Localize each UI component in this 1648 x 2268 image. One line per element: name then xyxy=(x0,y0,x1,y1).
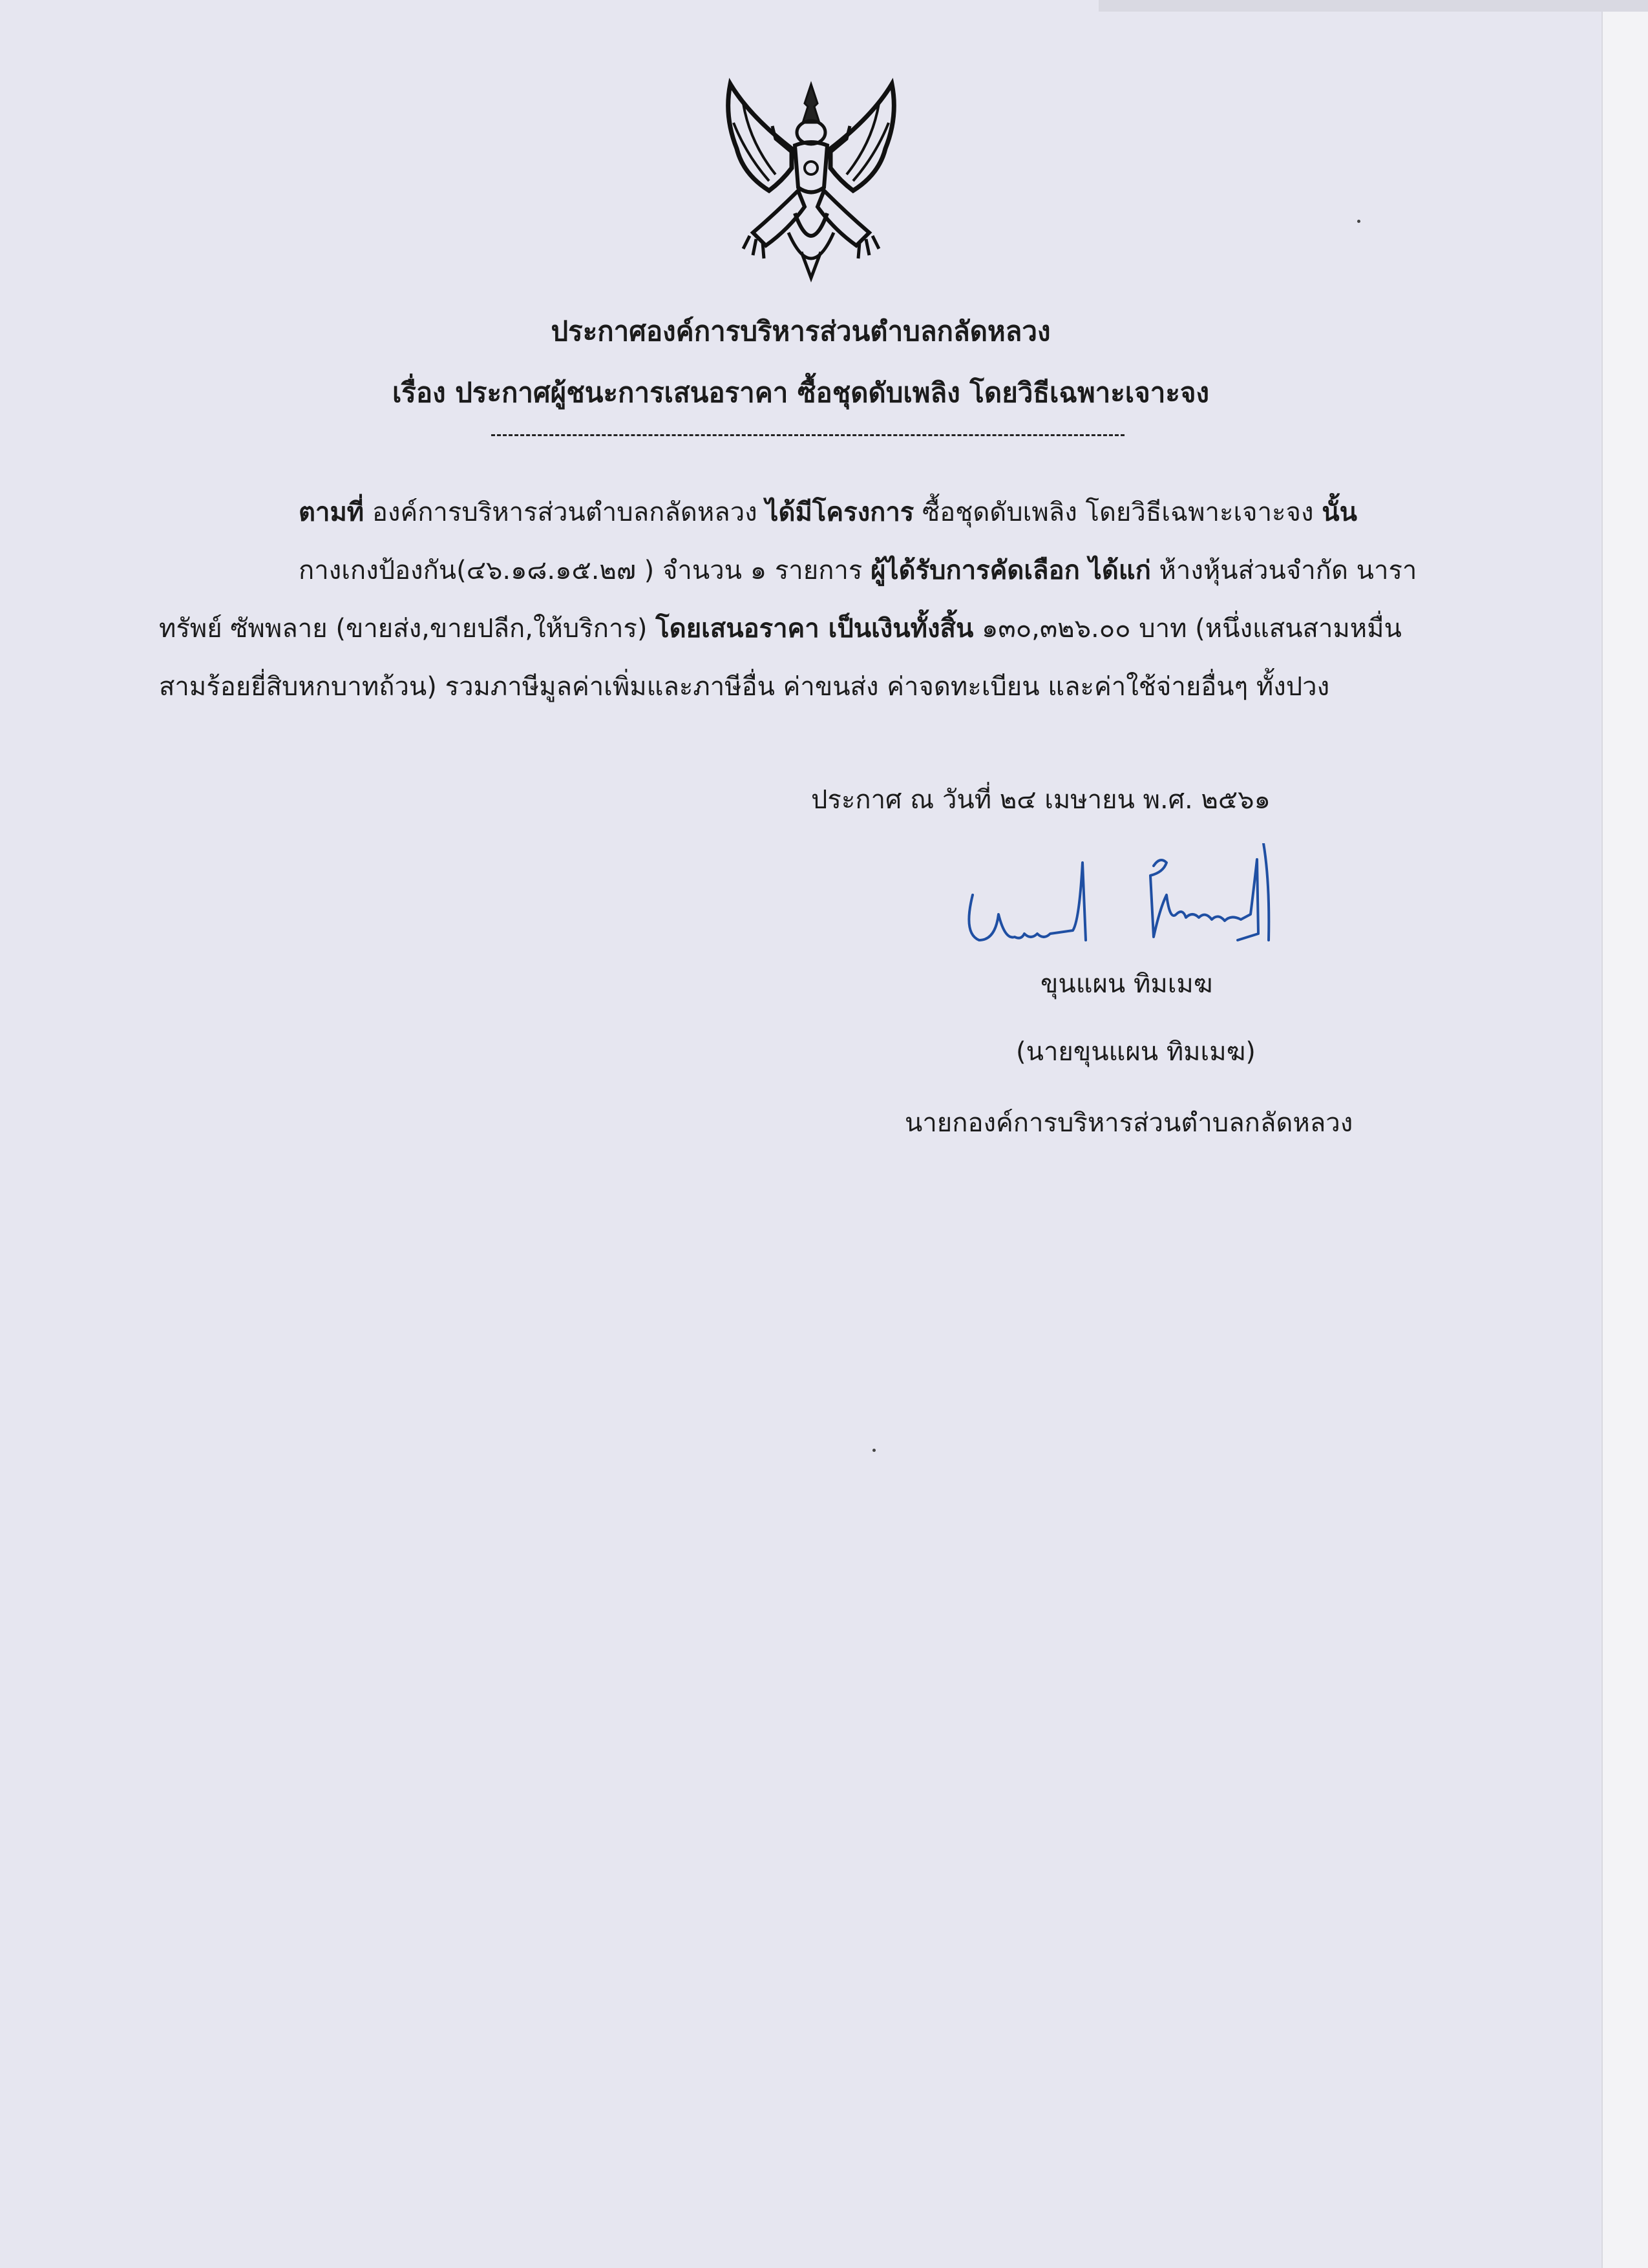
scan-edge xyxy=(1601,0,1648,2268)
body-text: ห้างหุ้นส่วนจำกัด นารา xyxy=(1150,556,1417,585)
signer-name: ขุนแผน ทิมเมฆ xyxy=(1041,969,1213,999)
body-line-3 xyxy=(159,607,1402,649)
handwritten-signature xyxy=(960,843,1315,972)
body-text: กางเกงป้องกัน(๔๖.๑๘.๑๕.๒๗ ) จำนวน ๑ รายการ xyxy=(299,556,871,585)
announcement-subject: เรื่อง ประกาศผู้ชนะการเสนอราคา ซื้อชุดดับเพลิง โดยวิธีเฉพาะเจาะจง xyxy=(392,377,1210,408)
body-text-bold: นั้น xyxy=(1322,498,1357,527)
body-text-bold: ได้มีโครงการ xyxy=(765,498,914,527)
signer-position: นายกองค์การบริหารส่วนตำบลกลัดหลวง xyxy=(905,1108,1353,1138)
scan-speck xyxy=(872,1449,876,1452)
announcement-date: ประกาศ ณ วันที่ ๒๔ เมษายน พ.ศ. ๒๕๖๑ xyxy=(811,785,1271,815)
body-text-bold: เป็นเงินทั้งสิ้น xyxy=(819,614,974,644)
announcement-title: ประกาศองค์การบริหารส่วนตำบลกลัดหลวง xyxy=(551,315,1051,347)
signer-full-name: (นายขุนแผน ทิมเมฆ) xyxy=(1016,1037,1256,1067)
body-text: ซื้อชุดดับเพลิง โดยวิธีเฉพาะเจาะจง xyxy=(914,498,1322,527)
body-line-1 xyxy=(299,491,1357,532)
scan-top-edge xyxy=(1099,0,1648,12)
scan-speck xyxy=(1357,220,1360,223)
body-line-4: สามร้อยยี่สิบหกบาทถ้วน) รวมภาษีมูลค่าเพิ่มและภาษีอื่น ค่าขนส่ง ค่าจดทะเบียน และค่าใช้จ่ายอื่นๆ ทั้งปวง xyxy=(159,672,1330,702)
body-text-bold: ผู้ได้รับการคัดเลือก ได้แก่ xyxy=(871,556,1151,585)
divider-line xyxy=(491,434,1125,436)
body-text: ทรัพย์ ซัพพลาย (ขายส่ง,ขายปลีก,ให้บริการ) xyxy=(159,614,656,644)
garuda-emblem-icon xyxy=(704,78,918,291)
body-text: ๑๓๐,๓๒๖.๐๐ บาท (หนึ่งแสนสามหมื่น xyxy=(973,614,1402,644)
body-text-bold: โดยเสนอราคา xyxy=(655,614,819,644)
body-label-tamthi: ตามที่ xyxy=(299,498,364,527)
body-line-2 xyxy=(299,549,1417,591)
body-text: องค์การบริหารส่วนตำบลกลัดหลวง xyxy=(364,498,766,527)
